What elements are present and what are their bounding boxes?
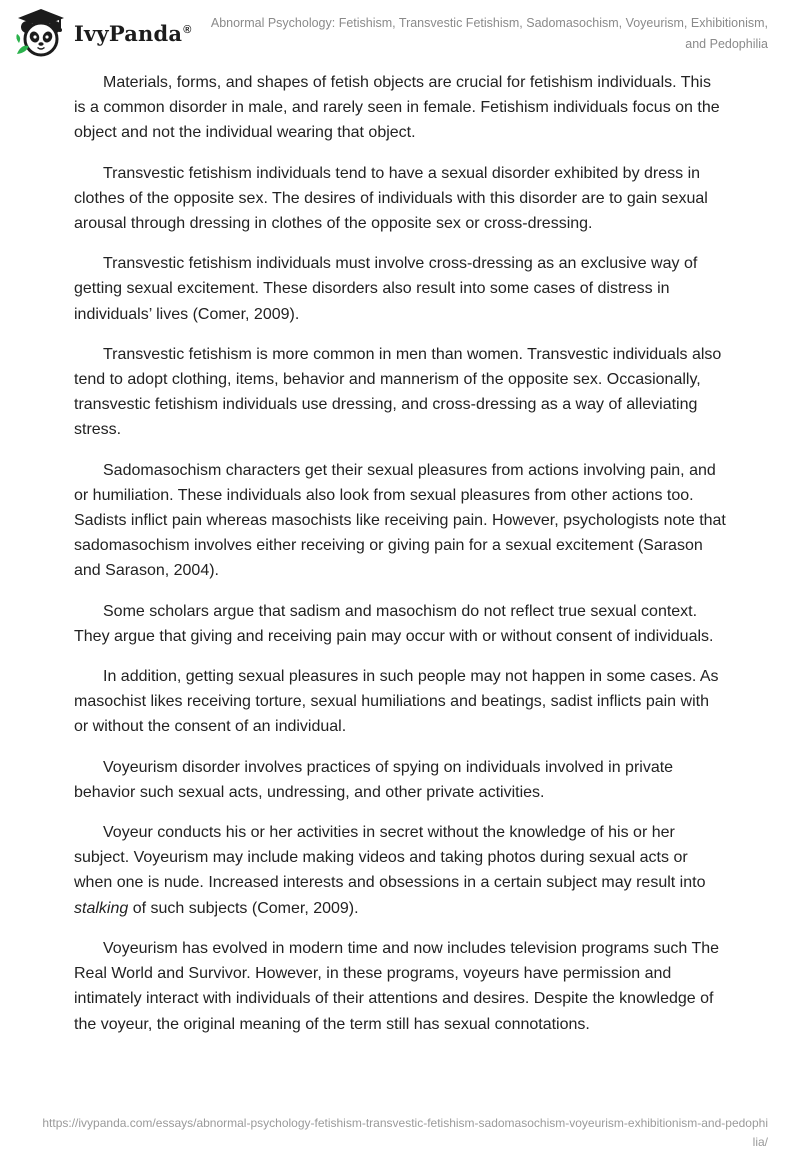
paragraph: Voyeurism has evolved in modern time and now includes television programs such The Real World and Survivor. However, in these programs, voyeurs have permission and intimately interact with individuals of their attentions and desires. Despite the knowledge of the voyeur, the original meaning of the term still has sexual connotations. (74, 939, 720, 1033)
essay-body (74, 70, 726, 1052)
registered-mark: ® (183, 23, 192, 36)
paragraph (74, 820, 726, 921)
paragraph: Materials, forms, and shapes of fetish objects are crucial for fetishism individuals. This is a common disorder in male, and rarely seen in female. Fetishism individuals focus on the object and not the individual wearing that object. (74, 74, 720, 142)
ivypanda-logo[interactable] (14, 8, 192, 58)
paragraph: Sadomasochism characters get their sexual pleasures from actions involving pain, and or humiliation. These individuals also look from sexual pleasures from other actions too. Sadists inflict pain whereas masochists like receiving pain. However, psychologists note that sadomasochism involves either receiving or giving pain for a sexual excitement (Sarason and Sarason, 2004). (74, 461, 726, 580)
paragraph-text: of such subjects (Comer, 2009). (128, 899, 359, 917)
source-url[interactable]: https://ivypanda.com/essays/abnormal-psychology-fetishism-transvestic-fetishism-sadomasochism-voyeurism-exhibitionism-and-pedophilia/ (42, 1116, 768, 1149)
paragraph: Transvestic fetishism individuals must involve cross-dressing as an exclusive way of getting sexual excitement. These disorders also result into some cases of distress in individuals’ lives (Comer, 2009). (74, 255, 698, 323)
brand-name: IvyPanda® (74, 20, 192, 46)
paragraph: Voyeurism disorder involves practices of spying on individuals involved in private behavior such sexual acts, undressing, and other private activities. (74, 758, 674, 801)
document-title: Abnormal Psychology: Fetishism, Transvestic Fetishism, Sadomasochism, Voyeurism, Exhibitionism, and Pedophilia (210, 16, 768, 51)
paragraph: Transvestic fetishism is more common in men than women. Transvestic individuals also tend to adopt clothing, items, behavior and mannerism of the opposite sex. Occasionally, transvestic fetishism individuals use dressing, and cross-dressing as a way of alleviating stress. (74, 345, 722, 439)
paragraph: In addition, getting sexual pleasures in such people may not happen in some cases. As masochist likes receiving torture, sexual humiliations and beatings, sadist inflicts pain with or without the consent of an individual. (74, 668, 719, 736)
emphasized-term: stalking (74, 899, 129, 917)
paragraph: Transvestic fetishism individuals tend to have a sexual disorder exhibited by dress in clothes of the opposite sex. The desires of individuals with this disorder are to gain sexual arousal through dressing in clothes of the opposite sex or cross-dressing. (74, 164, 708, 233)
paragraph-text: Voyeur conducts his or her activities in secret without the knowledge of his or her subject. Voyeurism may include making videos and taking photos during sexual acts or when one is nude. Increased interests and obsessions in a certain subject may result into (74, 824, 706, 892)
paragraph: Some scholars argue that sadism and masochism do not reflect true sexual context. They argue that giving and receiving pain may occur with or without consent of individuals. (74, 602, 714, 645)
page-header (0, 0, 800, 62)
panda-graduate-icon (14, 8, 68, 58)
